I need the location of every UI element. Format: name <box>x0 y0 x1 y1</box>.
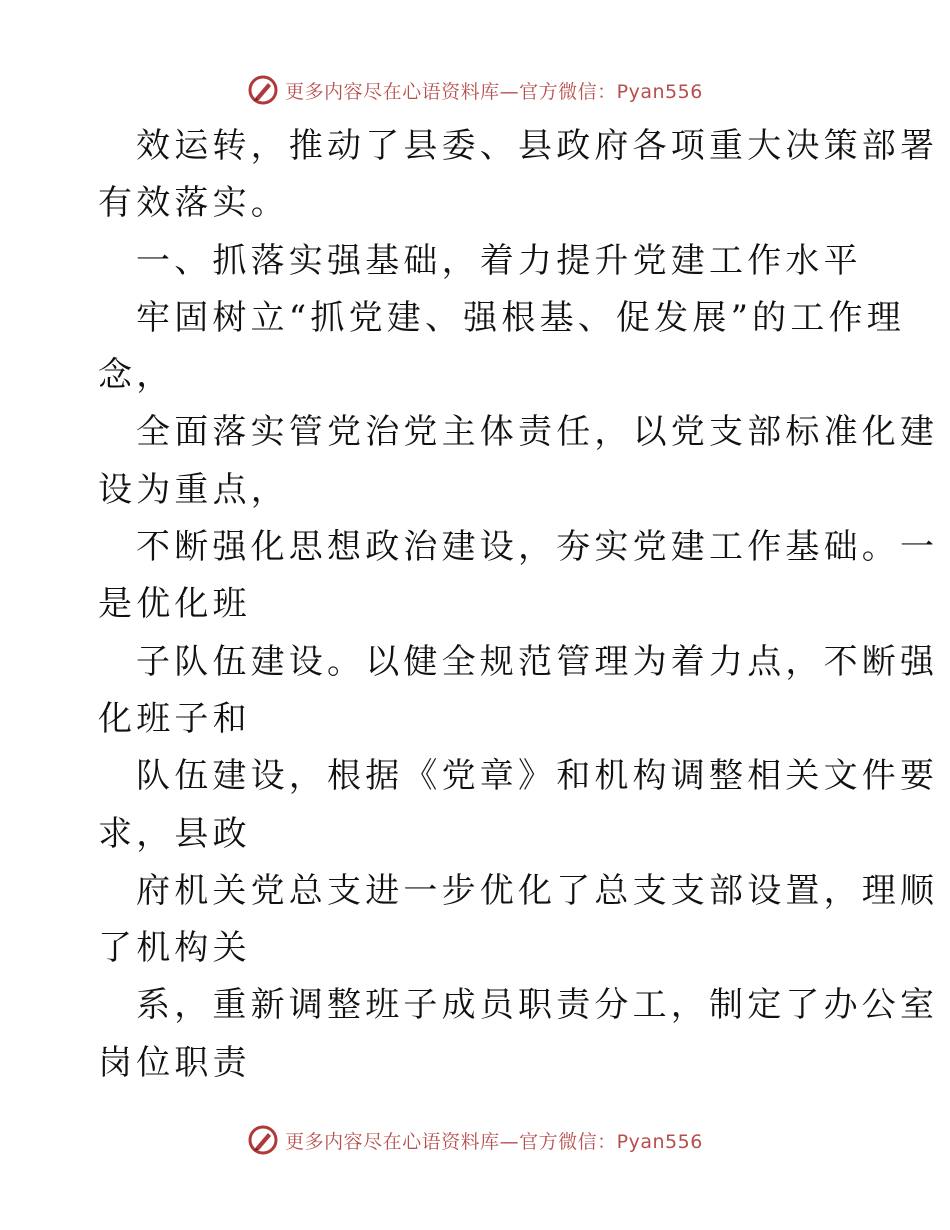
text-line: 有效落实。 <box>98 183 289 224</box>
text-line: 设为重点， <box>98 469 289 510</box>
text-line: 求，县政 <box>98 813 251 854</box>
text-line: 全面落实管党治党主体责任，以党支部标准化建 <box>136 412 939 453</box>
text-line: 牢固树立“抓党建、强根基、促发展”的工作理 <box>136 297 905 338</box>
document-body <box>98 118 939 1092</box>
watermark-text: 更多内容尽在心语资料库—官方微信：Pyan556 <box>285 1130 703 1153</box>
text-line: 队伍建设，根据《党章》和机构调整相关文件要 <box>136 756 939 797</box>
text-line: 府机关党总支进一步优化了总支支部设置，理顺 <box>136 870 939 911</box>
header-watermark <box>0 70 950 110</box>
text-line: 了机构关 <box>98 928 251 969</box>
text-line: 岗位职责 <box>98 1042 251 1083</box>
text-line: 化班子和 <box>98 698 251 739</box>
watermark-text: 更多内容尽在心语资料库—官方微信：Pyan556 <box>285 80 703 103</box>
text-line: 一、抓落实强基础，着力提升党建工作水平 <box>136 240 862 281</box>
text-line: 效运转，推动了县委、县政府各项重大决策部署 <box>136 126 939 166</box>
text-line: 不断强化思想政治建设，夯实党建工作基础。一 <box>136 527 939 568</box>
text-line: 系，重新调整班子成员职责分工，制定了办公室 <box>136 985 939 1026</box>
footer-watermark <box>0 1120 950 1160</box>
pen-logo-icon <box>247 1124 279 1156</box>
text-line: 子队伍建设。以健全规范管理为着力点，不断强 <box>136 641 939 682</box>
pen-logo-icon <box>247 74 279 106</box>
text-line: 念， <box>98 355 175 396</box>
text-line: 是优化班 <box>98 584 251 625</box>
